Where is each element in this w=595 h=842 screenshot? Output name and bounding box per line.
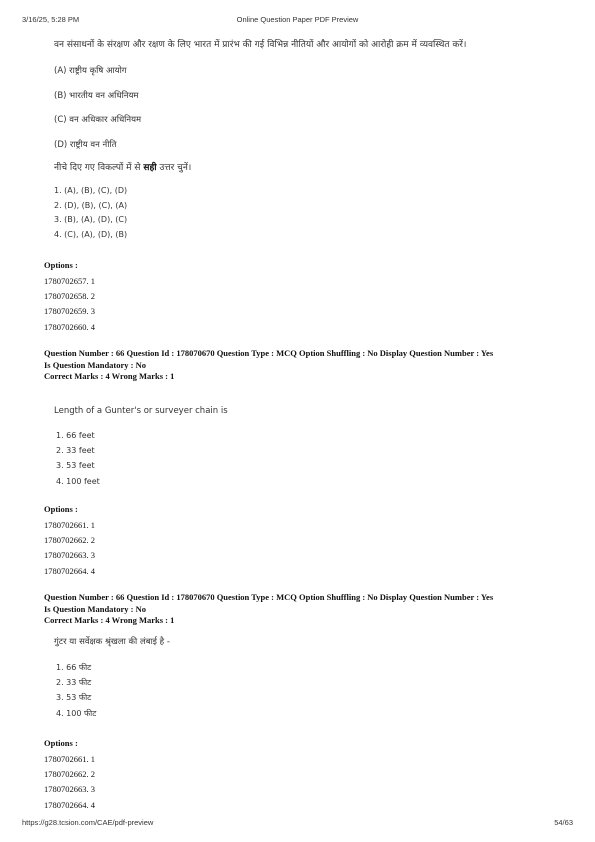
answer-choice: 3. (B), (A), (D), (C) (54, 215, 128, 224)
options-title: Options : (44, 738, 78, 748)
statement-item: (D) राष्ट्रीय वन नीति (54, 139, 117, 150)
page-url: https://g28.tcsion.com/CAE/pdf-preview (22, 818, 154, 827)
instruction-text (54, 160, 191, 173)
question-meta-line: Correct Marks : 4 Wrong Marks : 1 (44, 371, 175, 381)
option-row: 1780702660. 4 (44, 321, 95, 332)
answer-choice: 4. 100 feet (56, 476, 100, 486)
options-block (44, 738, 95, 815)
option-row: 1780702663. 3 (44, 550, 95, 561)
answer-choice: 1. 66 फीट (56, 663, 92, 672)
option-row: 1780702662. 2 (44, 769, 95, 780)
option-row: 1780702663. 3 (44, 784, 95, 795)
option-row: 1780702661. 1 (44, 520, 95, 530)
page-title: Online Question Paper PDF Preview (236, 15, 359, 24)
options-title: Options : (44, 504, 78, 514)
page-number: 54/63 (554, 818, 573, 827)
question-meta-line: Is Question Mandatory : No (44, 603, 147, 614)
statement-item: (A) राष्ट्रीय कृषि आयोग (54, 66, 127, 76)
question-meta-line: Is Question Mandatory : No (44, 359, 147, 370)
answer-choice: 1. 66 feet (56, 431, 95, 440)
question-meta-line: Question Number : 66 Question Id : 178070670 Question Type : MCQ Option Shuffling : No Display Question Number : Yes (44, 348, 494, 358)
answer-choice: 1. (A), (B), (C), (D) (54, 186, 128, 195)
options-block (44, 504, 95, 581)
answer-choice: 2. (D), (B), (C), (A) (54, 200, 128, 210)
option-row: 1780702658. 2 (44, 291, 95, 302)
answer-choice: 3. 53 feet (56, 461, 95, 471)
statement-item: (C) वन अधिकार अधिनियम (54, 115, 142, 125)
option-row: 1780702659. 3 (44, 306, 95, 317)
question-meta-line: Question Number : 66 Question Id : 178070670 Question Type : MCQ Option Shuffling : No Display Question Number : Yes (44, 592, 494, 602)
answer-choice-list (56, 430, 100, 491)
print-datetime: 3/16/25, 5:28 PM (22, 15, 80, 24)
answer-choice: 2. 33 फीट (56, 678, 92, 688)
question-meta (44, 592, 564, 627)
option-row: 1780702662. 2 (44, 535, 95, 546)
option-row: 1780702661. 1 (44, 754, 95, 764)
option-row: 1780702664. 4 (44, 799, 95, 810)
answer-choice: 3. 53 फीट (56, 693, 92, 703)
question-stem: गुंटर या सर्वेक्षक श्रृंखला की लंबाई है - (54, 637, 170, 647)
answer-choice: 4. 100 फीट (56, 708, 97, 718)
instruction-bold: सही (143, 163, 157, 173)
option-row: 1780702657. 1 (44, 276, 95, 286)
instruction-pre: नीचे दिए गए विकल्पों में से (54, 163, 144, 173)
options-title: Options : (44, 260, 78, 270)
answer-choice: 2. 33 feet (56, 446, 95, 456)
statement-item: (B) भारतीय वन अधिनियम (54, 90, 139, 101)
question-meta (44, 348, 564, 383)
answer-choice-list (54, 185, 127, 243)
answer-choice: 4. (C), (A), (D), (B) (54, 229, 128, 239)
options-block (44, 260, 95, 337)
instruction-post: उत्तर चुनें। (156, 163, 192, 173)
option-row: 1780702664. 4 (44, 565, 95, 576)
question-stem: वन संसाधनों के संरक्षण और रक्षण के लिए भारत में प्रारंभ की गई विभिन्न नीतियों और आयोगों को आरोही क्रम में व्यवस्थित करें। (54, 40, 467, 50)
question-meta-line: Correct Marks : 4 Wrong Marks : 1 (44, 615, 175, 625)
answer-choice-list (56, 662, 96, 723)
question-stem: Length of a Gunter's or surveyer chain is (54, 406, 228, 416)
statement-list (54, 64, 141, 162)
